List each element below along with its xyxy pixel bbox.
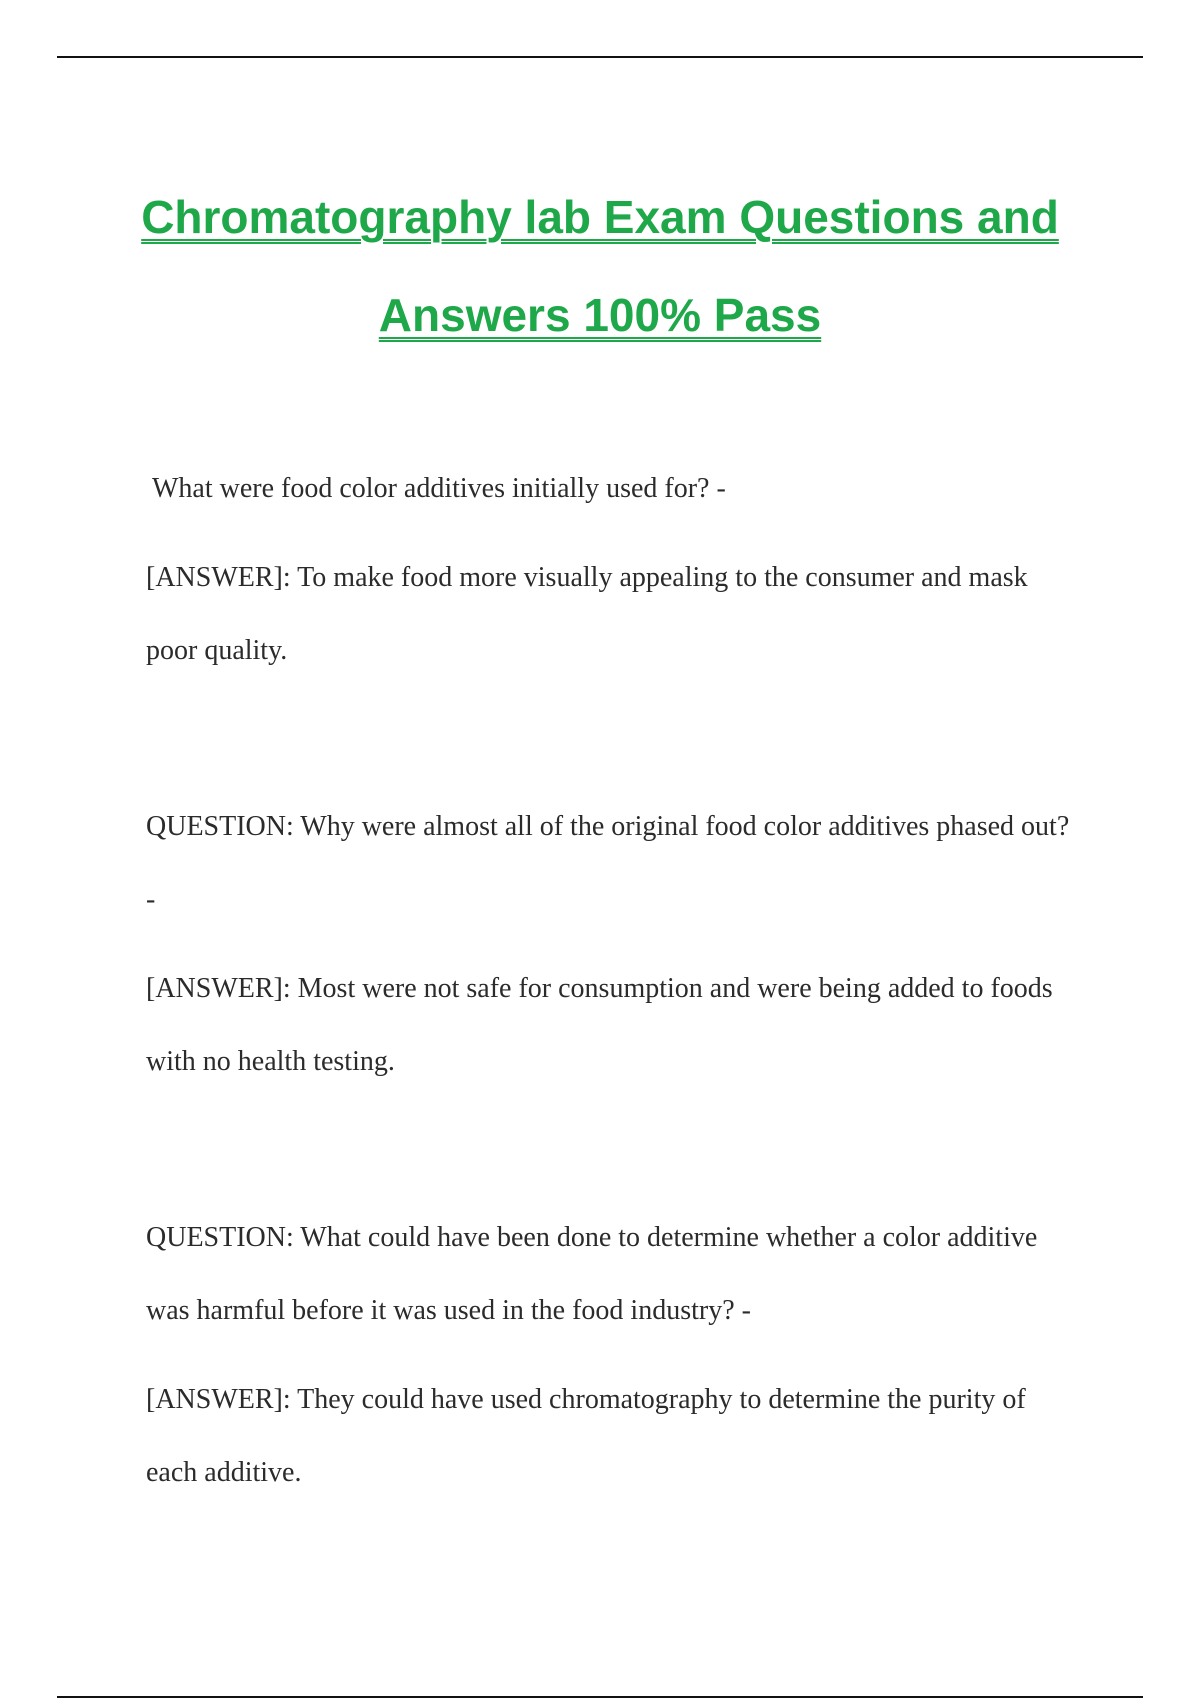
qa-content [146,452,1076,1509]
answer-2: [ANSWER]: Most were not safe for consumption and were being added to foods with no health testing. [146,973,1053,1077]
title-line-1: Chromatography lab Exam Questions and [141,191,1059,243]
answer-3: [ANSWER]: They could have used chromatography to determine the purity of each additive. [146,1384,1026,1488]
answer-1: [ANSWER]: To make food more visually appealing to the consumer and mask poor quality. [146,562,1028,666]
question-2: QUESTION: Why were almost all of the original food color additives phased out? - [146,811,1070,915]
footer-rule [57,1696,1143,1698]
question-1: What were food color additives initially used for? - [152,473,726,504]
question-3: QUESTION: What could have been done to determine whether a color additive was harmful before it was used in the food industry? - [146,1222,1038,1326]
title-line-2: Answers 100% Pass [378,289,822,341]
spacer [146,1098,1076,1201]
spacer [146,687,1076,790]
header-rule [57,56,1143,58]
document-title [0,168,1200,364]
